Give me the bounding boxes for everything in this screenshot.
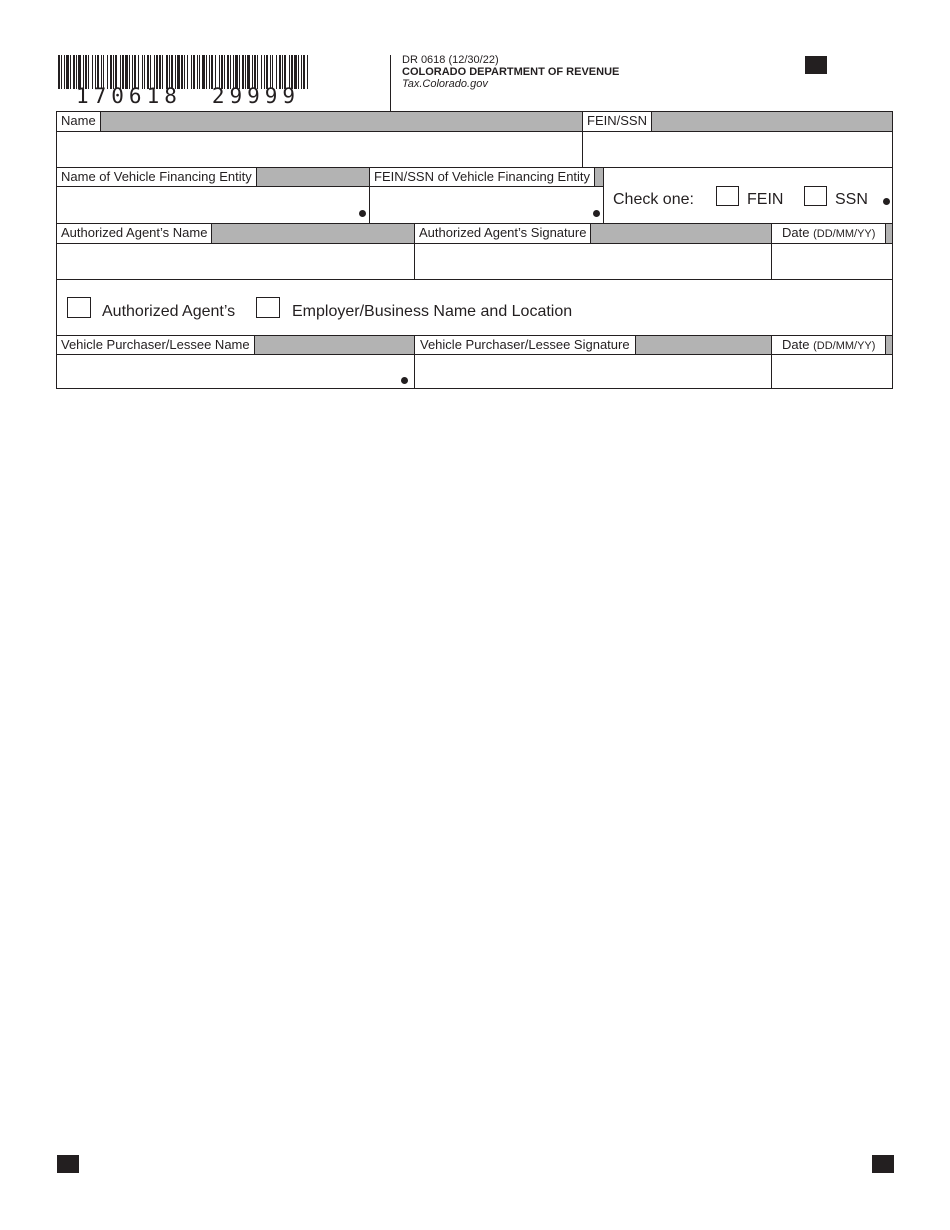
date-label-1 (772, 224, 886, 243)
fein-checkbox[interactable] (716, 186, 739, 206)
registration-mark-top-right (805, 56, 827, 74)
date-text-2: Date (782, 337, 810, 352)
barcode-bar (307, 55, 308, 89)
purchaser-signature-field[interactable] (415, 355, 771, 388)
barcode-bar (66, 55, 69, 89)
agent-date-field[interactable] (772, 244, 892, 279)
department-name: COLORADO DEPARTMENT OF REVENUE (402, 66, 620, 78)
authorized-agent-checkbox[interactable] (67, 297, 91, 318)
barcode-number-left: 170618 (76, 84, 182, 108)
rule (582, 112, 583, 167)
form-table (56, 111, 893, 389)
barcode-number-right: 29999 (211, 84, 301, 108)
header-divider (390, 55, 391, 111)
fein-ssn-label: FEIN/SSN (582, 112, 652, 131)
ssn-option-label: SSN (835, 191, 868, 208)
agent-signature-label: Authorized Agent’s Signature (415, 224, 591, 243)
bullet-dot (883, 198, 890, 205)
employer-checkbox[interactable] (256, 297, 280, 318)
check-one-label: Check one: (613, 191, 694, 208)
financing-entity-label: Name of Vehicle Financing Entity (57, 168, 257, 186)
financing-fein-label: FEIN/SSN of Vehicle Financing Entity (370, 168, 595, 186)
date-text-1: Date (782, 225, 810, 240)
fein-ssn-field[interactable] (583, 132, 892, 167)
name-label: Name (57, 112, 101, 131)
purchaser-name-field[interactable] (57, 355, 414, 388)
employer-option-label: Employer/Business Name and Location (292, 303, 573, 320)
name-field[interactable] (57, 132, 582, 167)
date-format-1: (DD/MM/YY) (813, 228, 876, 240)
ssn-checkbox[interactable] (804, 186, 827, 206)
financing-fein-field[interactable] (370, 187, 603, 223)
barcode-digits (76, 84, 300, 108)
barcode-bar (303, 55, 305, 89)
date-label-2 (772, 336, 886, 354)
authorized-agent-option-label: Authorized Agent’s (102, 303, 236, 320)
barcode-bar (70, 55, 71, 89)
row1-header-bar (57, 112, 892, 131)
website: Tax.Colorado.gov (402, 78, 488, 90)
barcode-bar (61, 55, 62, 89)
date-format-2: (DD/MM/YY) (813, 340, 876, 352)
rule (603, 168, 604, 223)
purchaser-signature-label: Vehicle Purchaser/Lessee Signature (415, 336, 636, 354)
form-number: DR 0618 (12/30/22) (402, 54, 499, 66)
registration-mark-bottom-left (57, 1155, 79, 1173)
barcode-bar (64, 55, 65, 89)
bullet-dot (401, 377, 408, 384)
barcode-bar (58, 55, 60, 89)
bullet-dot (593, 210, 600, 217)
rule (57, 279, 892, 280)
barcode-bar (73, 55, 75, 89)
barcode-bar (301, 55, 302, 89)
financing-entity-field[interactable] (57, 187, 369, 223)
bullet-dot (359, 210, 366, 217)
agent-signature-field[interactable] (415, 244, 771, 279)
fein-option-label: FEIN (747, 191, 784, 208)
agent-name-field[interactable] (57, 244, 414, 279)
purchaser-name-label: Vehicle Purchaser/Lessee Name (57, 336, 255, 354)
registration-mark-bottom-right (872, 1155, 894, 1173)
agent-name-label: Authorized Agent’s Name (57, 224, 212, 243)
purchaser-date-field[interactable] (772, 355, 892, 388)
